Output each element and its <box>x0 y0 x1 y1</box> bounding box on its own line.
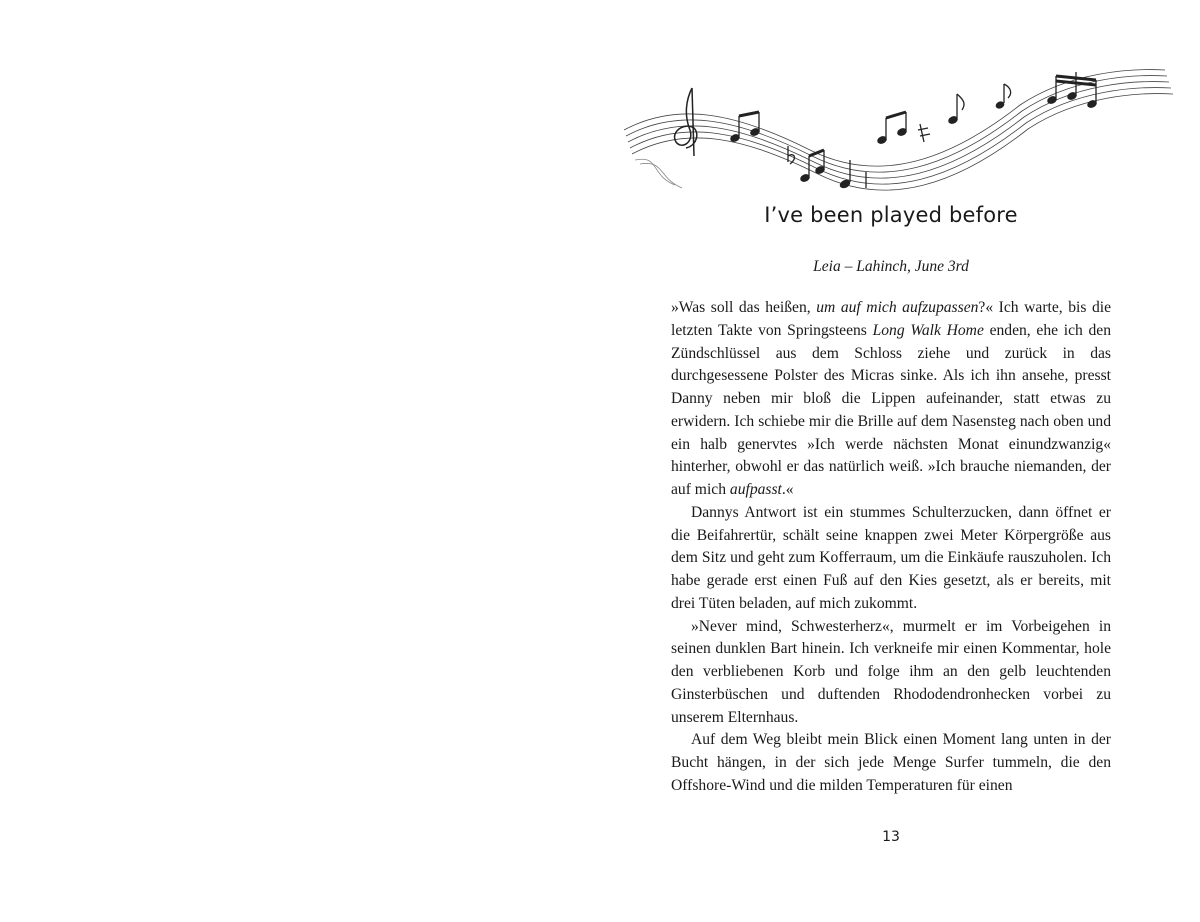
text-run: Auf dem Weg bleibt mein Blick einen Moment lang unten in der Bucht hängen, in der sich jede Menge Surfer tummeln, die den Offshore-Wind und die milden Temperaturen für einen <box>671 731 1111 794</box>
paragraph <box>671 616 1111 730</box>
music-staff-ornament-icon <box>620 60 1180 195</box>
paragraph <box>671 729 1111 797</box>
italic-text: Long Walk Home <box>872 321 984 339</box>
text-run: »Was soll das heißen, <box>671 299 817 316</box>
body-text <box>671 297 1111 798</box>
chapter-subtitle: Leia – Lahinch, June 3rd <box>813 258 969 275</box>
chapter-title: I’ve been played before <box>764 203 1018 227</box>
paragraph <box>671 502 1111 616</box>
italic-text: aufpasst <box>729 481 782 498</box>
text-run: »Never mind, Schwesterherz«, murmelt er im Vorbeigehen in seinen dunklen Bart hinein. Ich verkneife mir einen Kommentar, hole den verbliebenen Korb und folge ihm an den gelb leuchtenden Ginsterbüschen und duftenden Rhododendronhecken vorbei zu unserem Elternhaus. <box>671 617 1111 726</box>
right-page <box>600 0 1200 922</box>
text-run: .« <box>781 481 794 498</box>
page-number: 13 <box>882 829 900 845</box>
paragraph <box>671 297 1111 502</box>
italic-text: um auf mich aufzupassen <box>816 299 979 316</box>
text-run: ?« Ich warte, bis die letzten Takte von Springsteens <box>671 299 1112 339</box>
text-run: Dannys Antwort ist ein stummes Schulterzucken, dann öffnet er die Beifahrertür, schält seine knappen zwei Meter Körpergröße aus dem Sitz und geht zum Kofferraum, um die Einkäufe rauszuholen. Ich habe gerade erst einen Fuß auf den Kies gesetzt, als er bereits, mit drei Tüten beladen, auf mich zukommt. <box>671 503 1111 612</box>
text-run: enden, ehe ich den Zündschlüssel aus dem Schloss ziehe und zurück in das durchgesessene Polster des Micras sinke. Als ich ihn ansehe, presst Danny neben mir bloß die Lippen aufeinander, statt etwas zu erwidern. Ich schiebe mir die Brille auf dem Nasensteg nach oben und ein halb genervtes »Ich werde nächsten Monat einundzwanzig« hinterher, obwohl er das natürlich weiß. »Ich brauche niemanden, der auf mich <box>671 321 1111 498</box>
